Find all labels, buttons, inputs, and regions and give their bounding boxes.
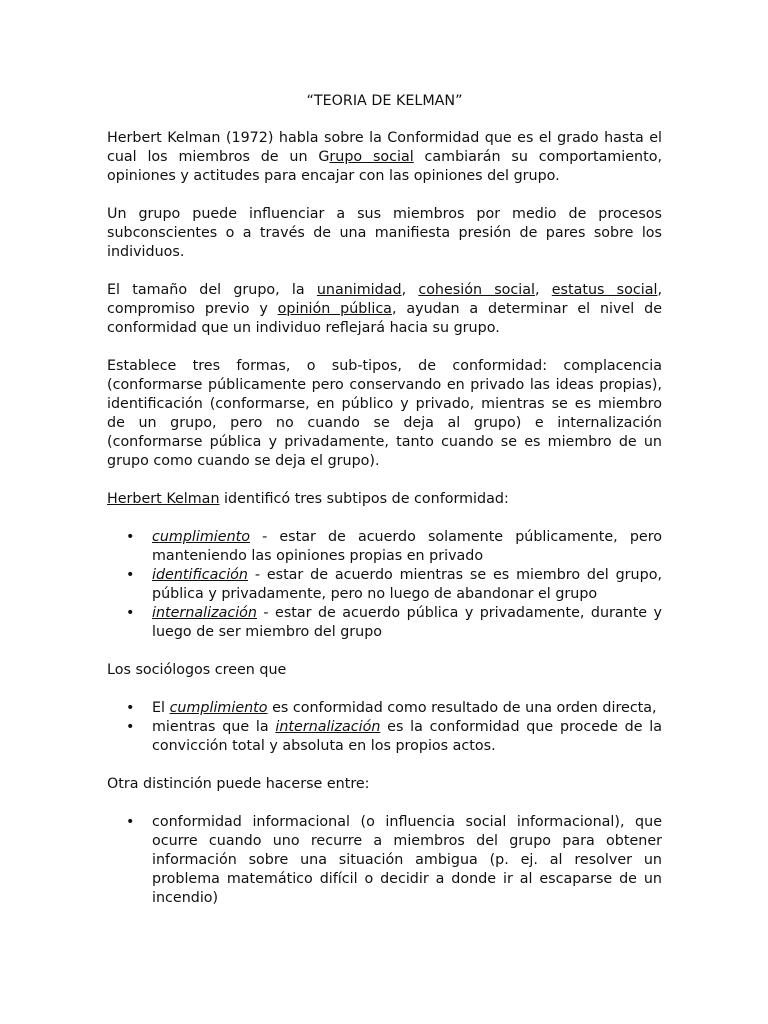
bullet-icon: •	[126, 700, 135, 716]
bullet-icon: •	[126, 529, 135, 545]
paragraph-kelman: Herbert Kelman identificó tres subtipos de conformidad:	[107, 491, 509, 507]
link-estatus-social[interactable]: estatus social	[551, 282, 658, 298]
list-item: • mientras que la internalización es la conformidad que procede de la convicción total y absoluta en los propios actos.	[126, 719, 662, 754]
paragraph-sociologists: Los sociólogos creen que	[107, 662, 287, 678]
paragraph-intro: Herbert Kelman (1972) habla sobre la Conformidad que es el grado hasta el cual los miembros de un Grupo social cambiarán su comportamiento, opiniones y actitudes para encajar con las opiniones del grupo.	[107, 130, 662, 184]
document-page	[107, 92, 662, 927]
link-grupo-social[interactable]: rupo social	[329, 149, 414, 165]
link-identificacion[interactable]: identificación	[152, 567, 248, 583]
paragraph-factors: El tamaño del grupo, la unanimidad, cohesión social, estatus social, compromiso previo y opinión pública, ayudan a determinar el nivel de conformidad que un individuo reflejará hacia su grupo.	[107, 282, 662, 336]
list-item: • cumplimiento - estar de acuerdo solamente públicamente, pero manteniendo las opiniones propias en privado	[126, 529, 662, 564]
link-herbert-kelman[interactable]: Herbert Kelman	[107, 491, 220, 507]
distinction-list	[107, 813, 662, 908]
bullet-icon: •	[126, 605, 135, 621]
bullet-icon: •	[126, 814, 135, 830]
paragraph-influence: Un grupo puede influenciar a sus miembros por medio de procesos subconscientes o a través de una manifiesta presión de pares sobre los individuos.	[107, 206, 662, 260]
list-item: • internalización - estar de acuerdo pública y privadamente, durante y luego de ser miembro del grupo	[126, 605, 662, 640]
paragraph-distinction: Otra distinción puede hacerse entre:	[107, 776, 370, 792]
link-opinion-publica[interactable]: opinión pública	[277, 301, 392, 317]
sociologists-list	[107, 699, 662, 756]
link-cumplimiento[interactable]: cumplimiento	[152, 529, 250, 545]
bullet-icon: •	[126, 567, 135, 583]
link-internalizacion[interactable]: internalización	[152, 605, 257, 621]
document-title: “TEORIA DE KELMAN”	[306, 93, 463, 109]
list-item: • conformidad informacional (o influencia social informacional), que ocurre cuando uno recurre a miembros del grupo para obtener información sobre una situación ambigua (p. ej. al resolver un problema matemático difícil o decidir a donde ir al escaparse de un incendio)	[126, 814, 662, 906]
bullet-icon: •	[126, 719, 135, 735]
link-internalizacion-2[interactable]: internalización	[275, 719, 381, 735]
link-cumplimiento-2[interactable]: cumplimiento	[169, 700, 268, 716]
list-item: • El cumplimiento es conformidad como resultado de una orden directa,	[126, 700, 657, 716]
link-cohesion-social[interactable]: cohesión social	[418, 282, 535, 298]
list-item: • identificación - estar de acuerdo mientras se es miembro del grupo, pública y privadamente, pero no luego de abandonar el grupo	[126, 567, 662, 602]
subtypes-list	[107, 528, 662, 642]
paragraph-subtypes: Establece tres formas, o sub-tipos, de conformidad: complacencia (conformarse públicamente pero conservando en privado las ideas propias), identificación (conformarse, en público y privado, mientras se es miembro de un grupo, pero no cuando se deja al grupo) e internalización (conformarse pública y privadamente, tanto cuando se es miembro de un grupo como cuando se deja el grupo).	[107, 358, 662, 469]
link-unanimidad[interactable]: unanimidad	[316, 282, 402, 298]
